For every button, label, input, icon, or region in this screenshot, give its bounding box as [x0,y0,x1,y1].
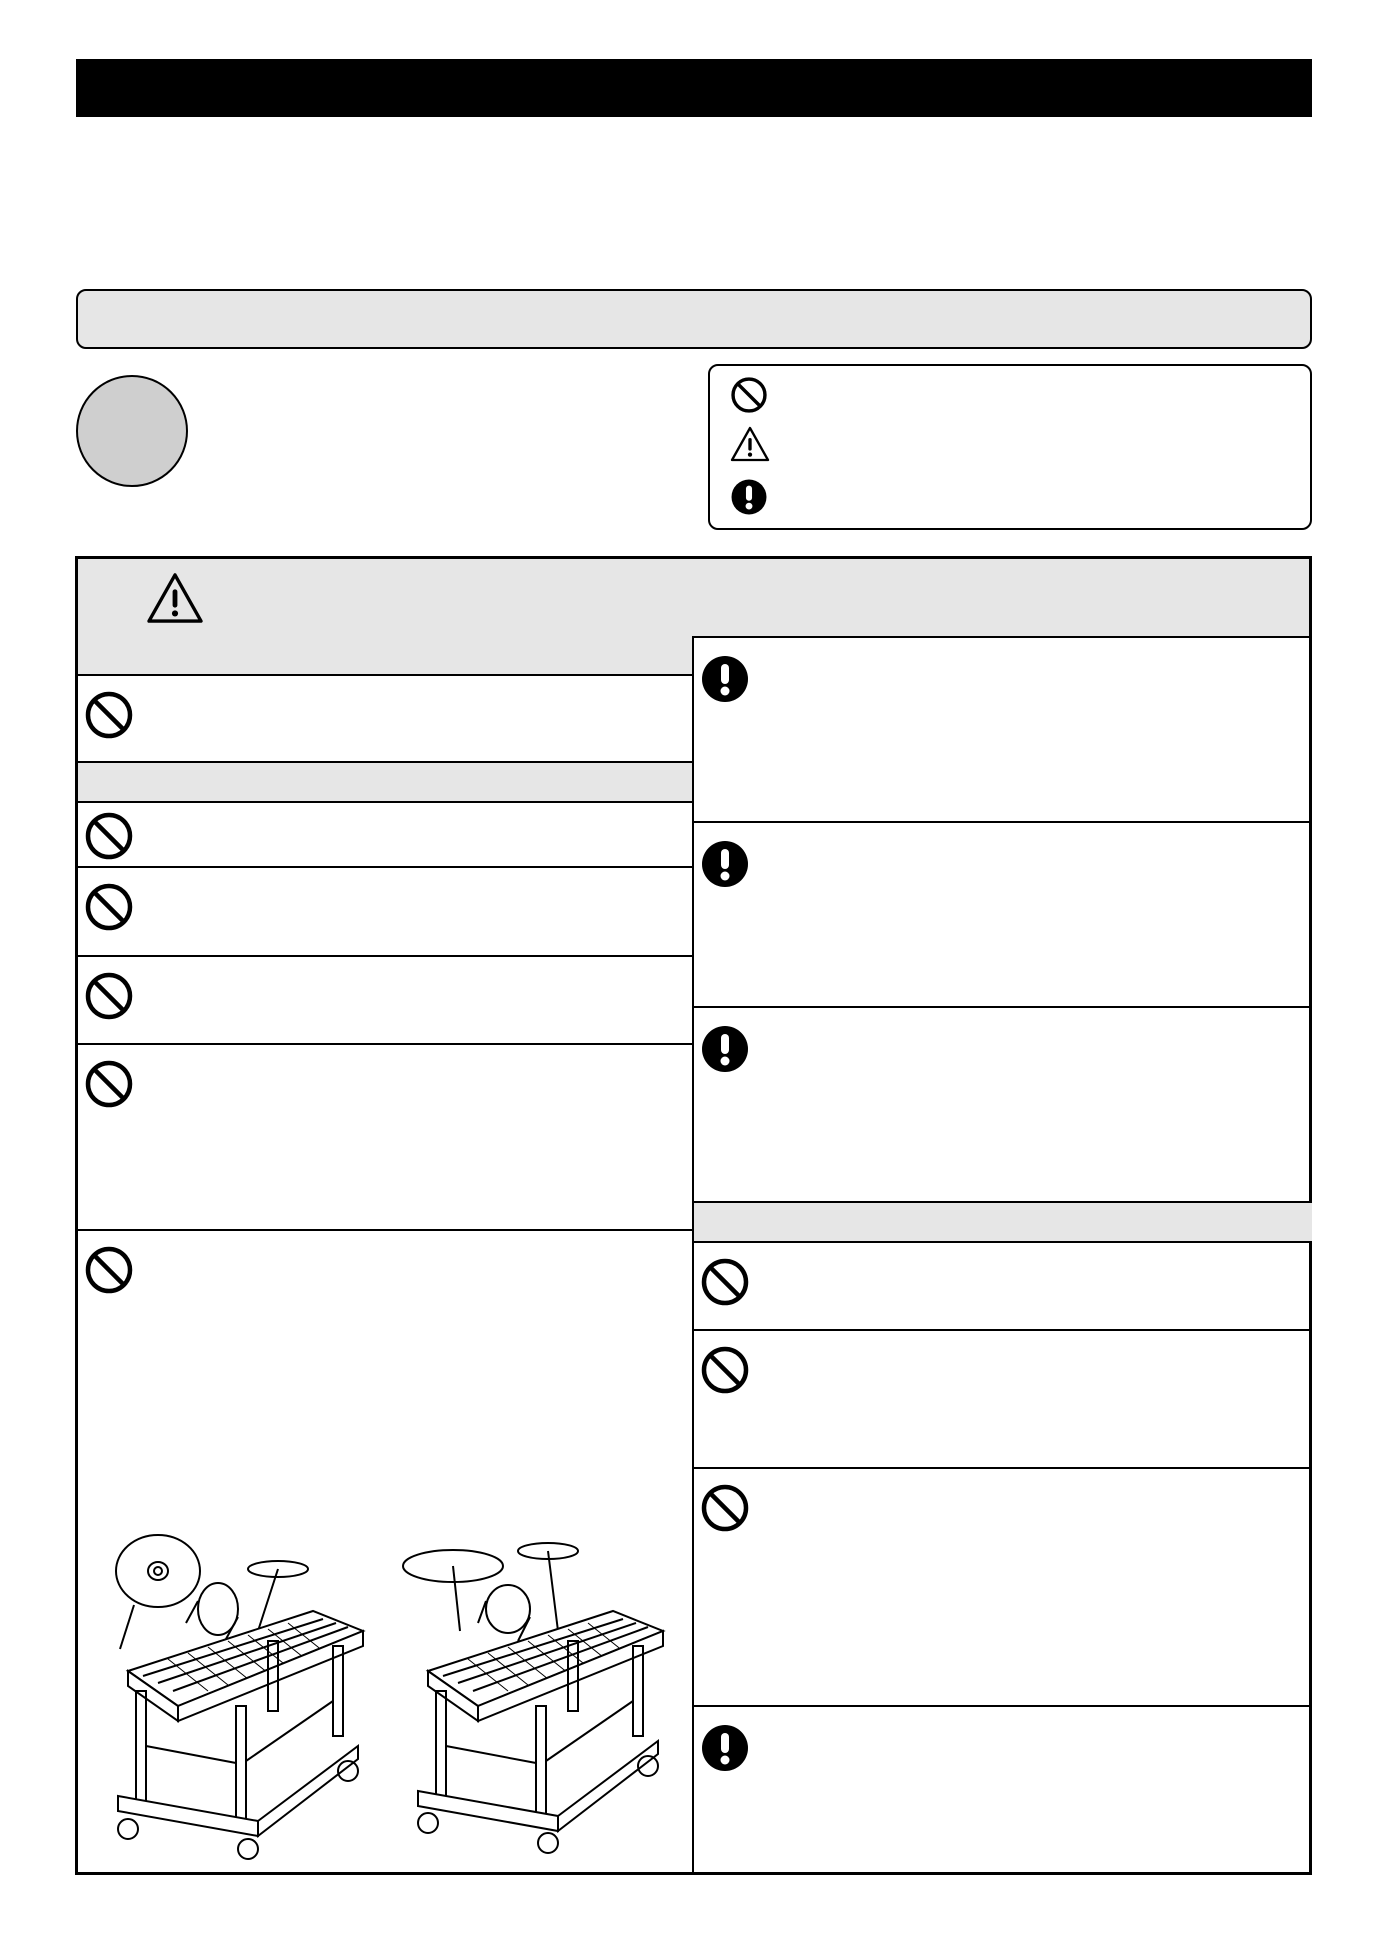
left-item-6 [78,1231,692,1875]
right-item-4 [694,1243,1312,1331]
left-item-2 [78,803,692,868]
right-item-7 [694,1707,1312,1875]
page-header-bar [76,59,1312,117]
prohibited-icon [700,1483,750,1533]
right-item-3 [694,1008,1312,1203]
right-item-1 [694,636,1312,823]
prohibited-icon [84,971,134,1021]
mandatory-icon [730,478,768,516]
prohibited-icon [700,1345,750,1395]
caution-triangle-icon [730,426,770,462]
caution-triangle-icon [146,572,204,624]
section-badge [76,375,188,487]
legend-row-mandatory [730,478,782,516]
intro-text [76,140,1312,270]
left-item-4 [78,957,692,1045]
symbol-legend [708,364,1312,530]
prohibited-icon [84,1059,134,1109]
prohibited-icon [84,882,134,932]
warning-panel [75,556,1312,1875]
mandatory-icon [700,654,750,704]
prohibited-icon [700,1257,750,1307]
warning-panel-header [78,559,1309,638]
left-item-5 [78,1045,692,1231]
mandatory-icon [700,839,750,889]
mandatory-icon [700,1723,750,1773]
left-item-1 [78,676,692,763]
right-category-1 [694,1203,1312,1243]
prohibited-icon [730,376,768,414]
mandatory-icon [700,1024,750,1074]
instrument-with-drums-illustration-left [98,1531,388,1861]
instrument-with-drums-illustration-right [398,1531,688,1861]
right-item-6 [694,1469,1312,1707]
right-item-5 [694,1331,1312,1469]
left-category-2 [78,763,692,803]
prohibited-icon [84,811,134,861]
left-item-3 [78,868,692,957]
right-item-2 [694,823,1312,1008]
prohibited-icon [84,1245,134,1295]
section-title-bar [76,289,1312,349]
left-category-1 [78,636,692,676]
legend-row-caution [730,426,784,462]
legend-row-prohibited [730,376,782,414]
prohibited-icon [84,690,134,740]
